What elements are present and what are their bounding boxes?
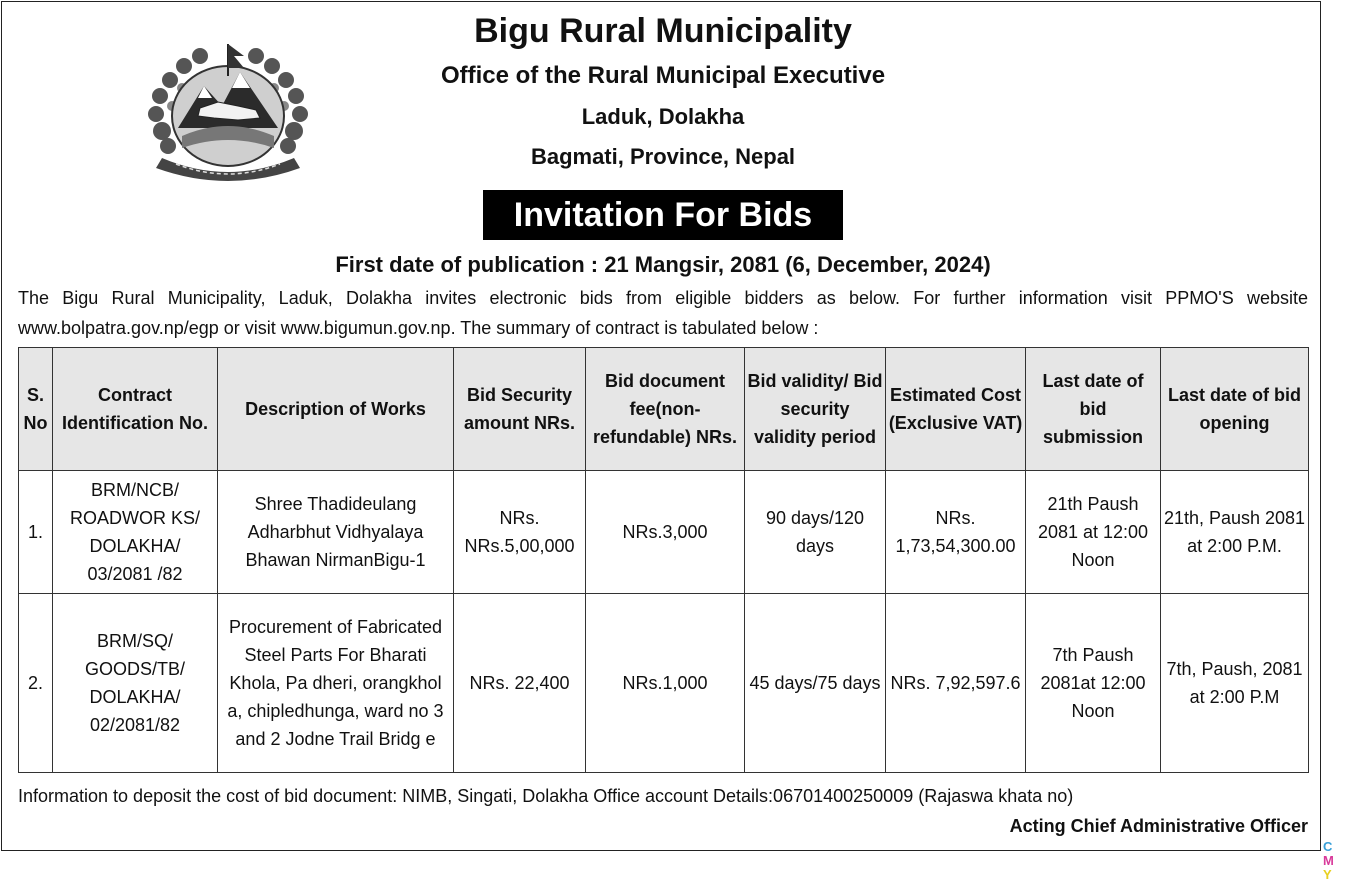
cell-sno: 1. [19, 471, 53, 594]
municipality-title: Bigu Rural Municipality [474, 12, 852, 50]
bids-table [18, 347, 1309, 773]
office-title: Office of the Rural Municipal Executive [440, 62, 886, 89]
header-validity: Bid validity/ Bid security validity period [745, 348, 886, 471]
cell-contract-id: BRM/SQ/ GOODS/TB/ DOLAKHA/ 02/2081/82 [53, 594, 218, 773]
header-doc-fee: Bid document fee(non-refundable) NRs. [586, 348, 745, 471]
header-last-submission: Last date of bid submission [1026, 348, 1161, 471]
cell-last-submission: 21th Paush 2081 at 12:00 Noon [1026, 471, 1161, 594]
cell-doc-fee: NRs.3,000 [586, 471, 745, 594]
intro-paragraph: The Bigu Rural Municipality, Laduk, Dolakha invites electronic bids from eligible bidders as below. For further information visit PPMO'S website www.bolpatra.gov.np/egp or visit www.bigumun.gov.np. The summary of contract is tabulated below : [18, 288, 1308, 338]
cell-validity: 45 days/75 days [745, 594, 886, 773]
invitation-banner: Invitation For Bids [483, 190, 843, 240]
province-line: Bagmati, Province, Nepal [530, 144, 796, 169]
cell-last-opening: 7th, Paush, 2081 at 2:00 P.M [1161, 594, 1309, 773]
cell-last-opening: 21th, Paush 2081 at 2:00 P.M. [1161, 471, 1309, 594]
cyan-mark: C [1323, 839, 1333, 854]
location-line: Laduk, Dolakha [581, 104, 745, 129]
table-row [19, 594, 1309, 773]
cell-last-submission: 7th Paush 2081at 12:00 Noon [1026, 594, 1161, 773]
cell-bid-security: NRs. NRs.5,00,000 [454, 471, 586, 594]
cell-sno: 2. [19, 594, 53, 773]
cell-description: Shree Thadideulang Adharbhut Vidhyalaya Bhawan NirmanBigu-1 [218, 471, 454, 594]
header-contract-id: Contract Identification No. [53, 348, 218, 471]
deposit-info: Information to deposit the cost of bid document: NIMB, Singati, Dolakha Office account Details:06701400250009 (Rajaswa khata no) [18, 786, 1074, 806]
cell-contract-id: BRM/NCB/ ROADWOR KS/ DOLAKHA/ 03/2081 /82 [53, 471, 218, 594]
cmy-print-marks [1323, 840, 1334, 882]
publication-date: First date of publication : 21 Mangsir, 2081 (6, December, 2024) [335, 252, 991, 277]
header-bid-security: Bid Security amount NRs. [454, 348, 586, 471]
cell-estimated-cost: NRs. 1,73,54,300.00 [886, 471, 1026, 594]
cell-description: Procurement of Fabricated Steel Parts For Bharati Khola, Pa dheri, orangkhol a, chipledhunga, ward no 3 and 2 Jodne Trail Bridg e [218, 594, 454, 773]
table-row [19, 471, 1309, 594]
cell-doc-fee: NRs.1,000 [586, 594, 745, 773]
header-last-opening: Last date of bid opening [1161, 348, 1309, 471]
table-header-row [19, 348, 1309, 471]
cell-validity: 90 days/120 days [745, 471, 886, 594]
header-sno: S. No [19, 348, 53, 471]
cell-estimated-cost: NRs. 7,92,597.6 [886, 594, 1026, 773]
header-description: Description of Works [218, 348, 454, 471]
yellow-mark: Y [1323, 867, 1332, 882]
magenta-mark: M [1323, 853, 1334, 868]
header-estimated-cost: Estimated Cost (Exclusive VAT) [886, 348, 1026, 471]
cell-bid-security: NRs. 22,400 [454, 594, 586, 773]
signatory: Acting Chief Administrative Officer [1009, 816, 1308, 836]
